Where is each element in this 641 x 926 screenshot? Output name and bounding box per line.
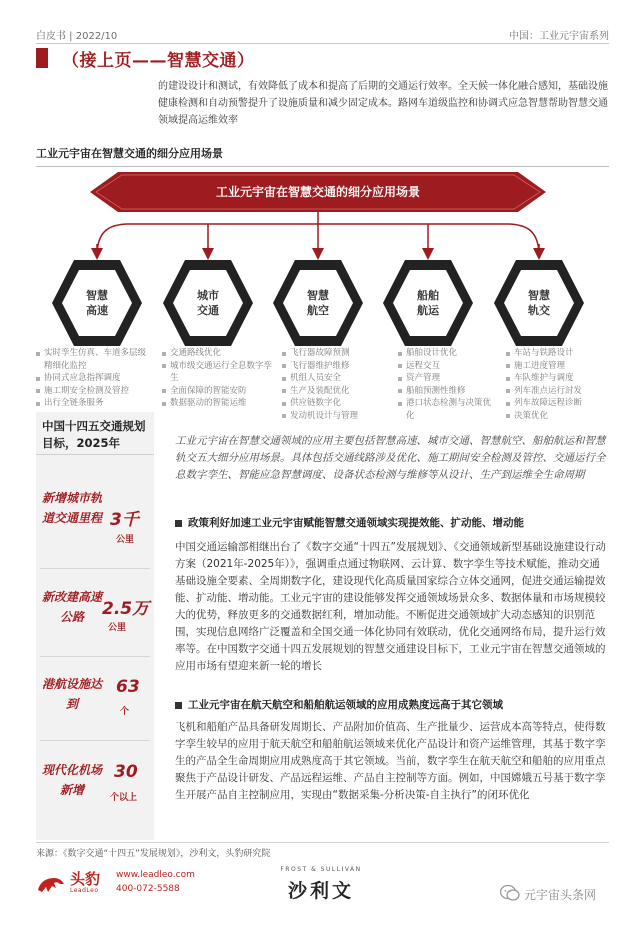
list-item: 出行全链条服务 [36, 397, 154, 410]
stat-unit: 个 [120, 707, 130, 717]
list-item: 列车准点运行討发 [506, 385, 610, 398]
stat-divider [40, 656, 150, 657]
source-divider [36, 842, 609, 843]
list-item: 施工进度管理 [506, 360, 610, 373]
intro-paragraph: 工业元宇宙在智慧交通领域的应用主要包括智慧高速、城市交通、智慧航空、船舶航运和智慧轨交五大细分应用场景。具体包括交通线路涉及优化、施工期间安全检测及管控、交通运行全息数字孪生、智能应急智慧调度、设备状态检测与维修等从设计、生产到运维全生命周期 [175, 435, 606, 481]
stat-label: 新增城市轨道交通里程 [41, 491, 102, 525]
node-items-smart-rail [506, 347, 610, 422]
source-note: 来源：《数字交通“十四五”发展规划》，沙利文，头豹研究院 [36, 849, 271, 859]
node-label: 智慧高速 [86, 289, 108, 317]
node-label: 智慧轨交 [528, 289, 550, 317]
list-item: 决策优化 [506, 410, 610, 423]
node-smart-rail [492, 258, 586, 348]
stat-value: 63 [116, 677, 140, 697]
wechat-icon [500, 884, 520, 902]
node-shipping [381, 258, 475, 348]
sidebar-title: 中国十四五交通规划目标，2025年 [42, 419, 146, 450]
banner-label: 工业元宇宙在智慧交通的细分应用场景 [215, 185, 420, 199]
node-label: 城市交通 [197, 289, 219, 317]
leadleo-name: 头豹 [70, 870, 101, 888]
node-items-shipping [398, 347, 494, 422]
diagram-banner [90, 172, 546, 212]
title-marker [36, 48, 48, 68]
subsection-body: 中国交通运输部相继出台了《数字交通“十四五”发展规划》、《交通领域新型基础设施建设行动方案（2021年-2025年）》，强调重点通过物联网、云计算、数字孪生等技术赋能，推动交通基础设施全要素、全周期数字化，建设现代化高质量国家综合立体交通网，促进交通运输提效能、扩动能、增动能。工业元宇宙的建设能够发挥交通领域场景众多、数据体量和市场规模较大的优势，释放更多的交通数据红利，增加动能。不断促进交通领域扩大动态感知的识别范围，实现信息网络广泛覆盖和全国交通一体化协同有效联动，优化交通网络布局，提升运行效率等。在中国数字交通十四五发展规划的智慧交通建设目标下，工业元宇宙在智慧交通领域的应用市场有望迎来新一轮的增长 [175, 541, 606, 672]
subsection-heading: 工业元宇宙在航天航空和船舶航运领域的应用成熟度远高于其它领域 [188, 699, 503, 711]
list-item: 资产管理 [398, 372, 494, 385]
subsection-body: 飞机和船舶产品具备研发周期长、产品附加价值高、生产批量少、运营成本高等特点，使得数字孪生较早的应用于航天航空和船舶航运领域来优化产品设计和资产运维管理，其基于数字孪生的产品全生命周期应用成熟度高于其它领域。当前，数字孪生在航天航空和船舶的应用重点聚焦于产品设计研发、产品远程运维、产品自主控制等方面。例如，中国嫦娥五号基于数字孪生开展产品自主控制应用，实现由“数据采集-分析决策-自主执行”的闭环优化 [175, 721, 606, 801]
stat-divider [40, 568, 150, 569]
page-title: （接上页——智慧交通） [62, 51, 255, 71]
list-item: 协同式应急指挥调度 [36, 372, 154, 385]
connector-tree [0, 208, 641, 260]
sidebar-title-divider [36, 454, 154, 455]
list-item: 供应链数字化 [282, 397, 386, 410]
frost-sullivan-logo: 沙利文 [287, 880, 354, 902]
stat-label: 港航设施达到 [41, 677, 102, 711]
list-item: 飞行器维护维修 [282, 360, 386, 373]
list-item: 车队维护与调度 [506, 372, 610, 385]
stat-value: 30 [114, 762, 138, 782]
header-series: 中国：工业元宇宙系列 [509, 31, 609, 42]
list-item: 发动机设计与管理 [282, 410, 386, 423]
section-divider [36, 166, 609, 167]
node-items-smart-aviation [282, 347, 386, 422]
list-item: 远程交互 [398, 360, 494, 373]
subsection-marker [175, 702, 182, 709]
list-item: 列车故障远程诊断 [506, 397, 610, 410]
stat-unit: 公里 [108, 623, 127, 633]
continuation-paragraph: 的建设设计和测试，有效降低了成本和提高了后期的交通运行效率。全天候一体化融合感知，基础设施健康检测和自动预警提升了设施质量和减少固定成本。路网车道级监控和协调式应急智慧帮助智慧交通领域提高运维效率 [158, 81, 608, 126]
header-divider [36, 43, 609, 44]
leadleo-english: LeadLeo [70, 887, 99, 894]
list-item: 船舶设计优化 [398, 347, 494, 360]
list-item: 全面保障的智能安防 [162, 385, 272, 398]
header-doc-info: 白皮书 | 2022/10 [36, 31, 118, 42]
stat-divider [40, 740, 150, 741]
node-smart-highway [50, 258, 144, 348]
list-item: 实时孪生仿真、车道多层级精细化监控 [36, 347, 154, 372]
subsection-heading: 政策利好加速工业元宇宙赋能智慧交通领域实现提效能、扩动能、增动能 [188, 517, 524, 529]
node-urban-traffic [161, 258, 255, 348]
website-link[interactable]: www.leadleo.com [116, 870, 195, 880]
stat-value: 2.5万 [102, 599, 150, 619]
list-item: 交通路线优化 [162, 347, 272, 360]
list-item: 港口状态检测与决策优化 [398, 397, 494, 422]
subsection-marker [175, 520, 182, 527]
node-items-urban-traffic [162, 347, 272, 410]
list-item: 数据驱动的智能运维 [162, 397, 272, 410]
node-items-smart-highway [36, 347, 154, 410]
stat-unit: 个以上 [110, 793, 138, 803]
list-item: 飞行器故障预测 [282, 347, 386, 360]
stat-unit: 公里 [116, 535, 135, 545]
node-label: 智慧航空 [307, 289, 329, 317]
node-smart-aviation [271, 258, 365, 348]
list-item: 车站与铁路设计 [506, 347, 610, 360]
list-item: 城市级交通运行全息数字孪生 [162, 360, 272, 385]
leopard-icon [36, 872, 66, 898]
watermark-text: 元宇宙头条网 [524, 888, 597, 902]
list-item: 船舶预测性维修 [398, 385, 494, 398]
stat-value: 3千 [110, 510, 139, 530]
section-heading: 工业元宇宙在智慧交通的细分应用场景 [36, 147, 223, 160]
node-label: 船舶航运 [417, 289, 439, 317]
phone-number: 400-072-5588 [116, 884, 180, 894]
stat-label: 现代化机场新增 [41, 763, 102, 797]
stat-label: 新改建高速公路 [41, 590, 102, 624]
list-item: 施工期安全检测及管控 [36, 385, 154, 398]
frost-sullivan-english: FROST & SULLIVAN [280, 866, 362, 873]
list-item: 生产及装配优化 [282, 385, 386, 398]
list-item: 机组人员安全 [282, 372, 386, 385]
